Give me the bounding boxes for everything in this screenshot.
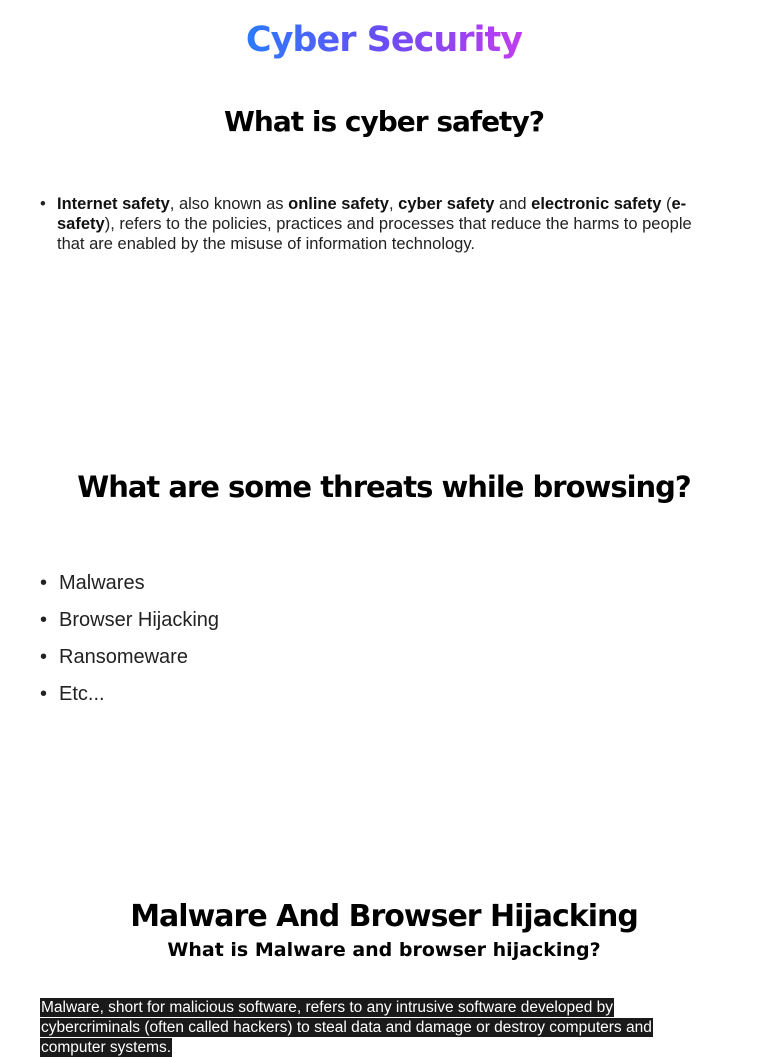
bullet-marker: • (40, 683, 48, 705)
definition-text: ), refers to the policies, practices and processes that reduce the harms to people that are enabled by the misuse of information technology. (57, 215, 692, 253)
selected-text[interactable]: Malware, short for malicious software, refers to any intrusive software developed by cybercriminals (often called hackers) to steal data and damage or destroy computers and computer systems. (41, 999, 652, 1056)
cyber-safety-definition (40, 194, 710, 254)
term-e-safety: e-safety (57, 195, 687, 233)
definition-paragraph (57, 194, 710, 254)
list-item (40, 602, 219, 639)
definition-text: , also known as (169, 195, 289, 213)
cyber-safety-heading: What is cyber safety? (224, 105, 544, 138)
definition-text: , (388, 195, 399, 213)
bullet-marker: • (40, 609, 48, 631)
bullet-marker: • (40, 195, 46, 213)
list-item (40, 676, 219, 713)
threat-label: Browser Hijacking (59, 609, 220, 631)
threat-label: Etc... (59, 683, 105, 705)
threats-heading: What are some threats while browsing? (77, 470, 691, 504)
malware-definition[interactable] (40, 998, 714, 1058)
term-internet-safety: Internet safety (57, 195, 170, 213)
term-cyber-safety: cyber safety (398, 195, 495, 213)
page-title (0, 16, 768, 64)
term-electronic-safety: electronic safety (531, 195, 662, 213)
malware-subheading: What is Malware and browser hijacking? (167, 939, 601, 961)
list-item (40, 639, 219, 676)
threats-list (40, 565, 219, 713)
bullet-marker: • (40, 572, 48, 594)
threat-label: Ransomeware (59, 646, 188, 668)
term-online-safety: online safety (288, 195, 389, 213)
definition-text: and (494, 195, 532, 213)
threat-label: Malwares (59, 572, 145, 594)
bullet-marker: • (40, 646, 48, 668)
definition-text: ( (661, 195, 672, 213)
list-item (40, 565, 219, 602)
malware-heading: Malware And Browser Hijacking (130, 899, 638, 934)
page-title-text: Cyber Security (245, 20, 523, 60)
